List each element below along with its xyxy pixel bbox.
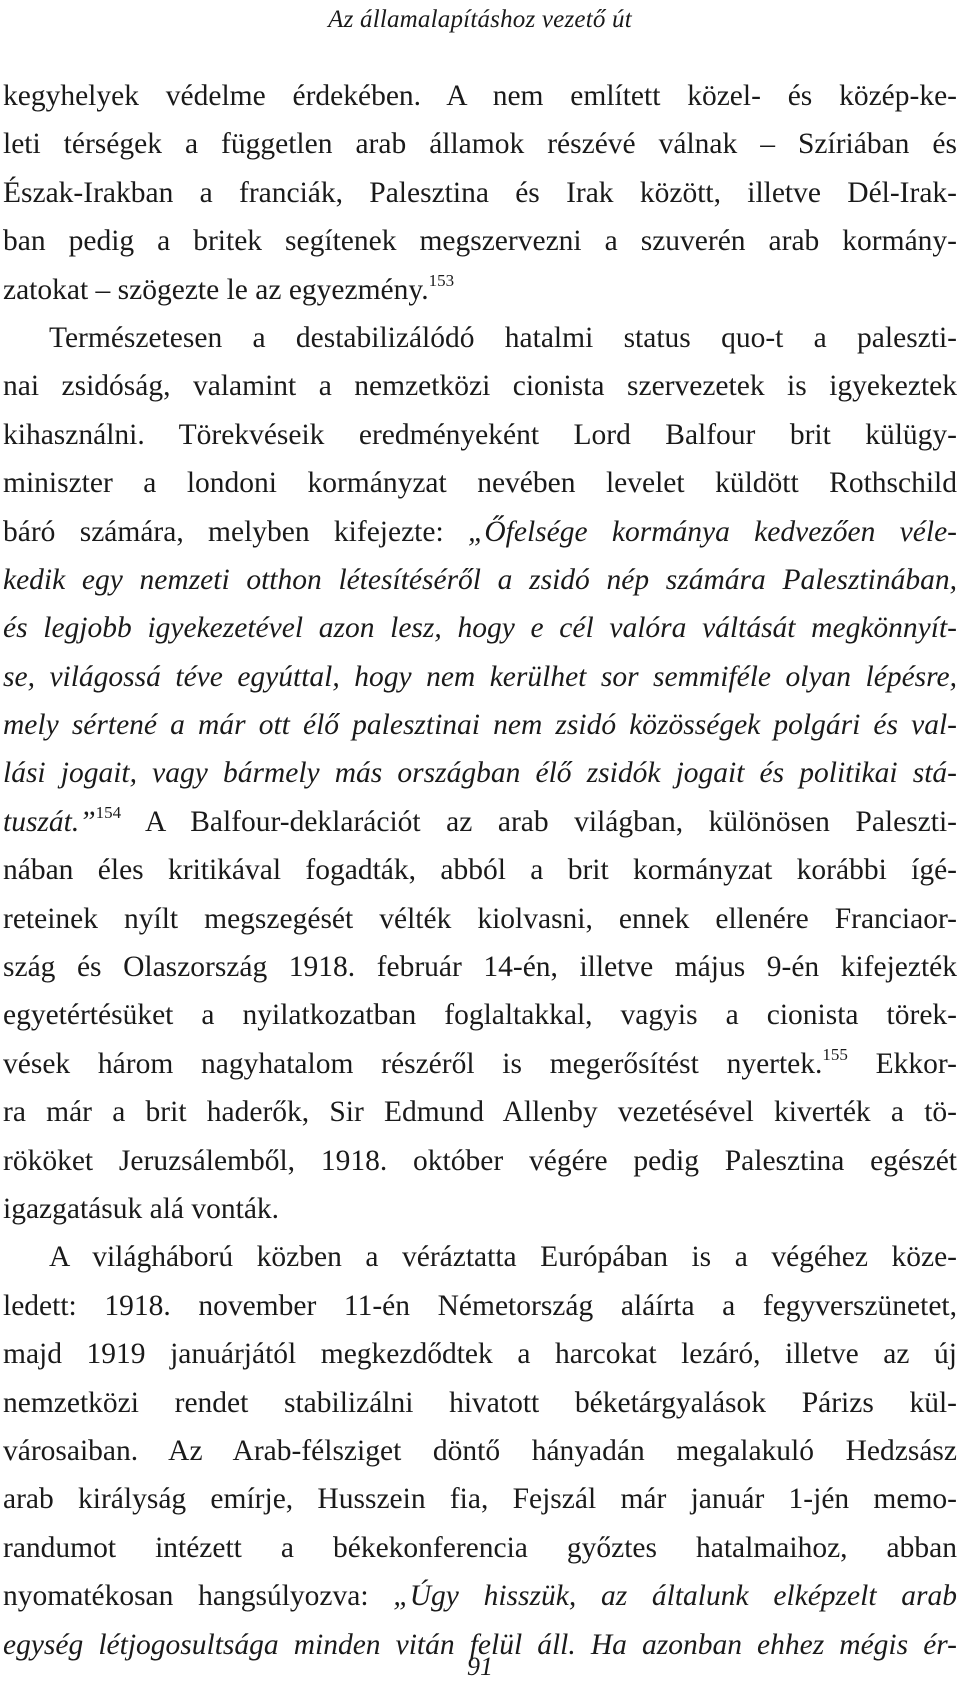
text-line: [3, 266, 957, 314]
text-segment: reteinek nyílt megszegését vélték kiolvasni, ennek ellenére Franciaor-: [3, 902, 957, 935]
text-segment: vések három nagyhatalom részéről is megerősítést nyertek.: [3, 1047, 823, 1080]
text-line: [3, 846, 957, 894]
text-segment: városaiban. Az Arab-félsziget döntő hányadán megalakuló Hedzsász: [3, 1434, 957, 1467]
text-segment: nemzetközi rendet stabilizálni hivatott béketárgyalások Párizs kül-: [3, 1386, 957, 1419]
quoted-text: lási jogait, vagy bármely más országban élő zsidók jogait és politikai stá-: [3, 757, 957, 790]
page-number: 91: [467, 1652, 493, 1681]
text-line: [3, 1137, 957, 1185]
text-line: [3, 943, 957, 991]
text-line: [3, 1040, 957, 1088]
text-segment: kihasználni. Törekvéseik eredményeként Lord Balfour brit külügy-: [3, 418, 957, 451]
text-segment: A világháború közben a véráztatta Európában is a végéhez köze-: [49, 1241, 957, 1274]
quoted-text: kedik egy nemzeti otthon létesítéséről a zsidó nép számára Palesztinában,: [3, 563, 957, 596]
text-line: [3, 508, 957, 556]
text-line: [3, 1330, 957, 1378]
text-segment: Ekkor-: [847, 1047, 957, 1080]
text-segment: nyomatékosan hangsúlyozva:: [3, 1580, 394, 1613]
text-line: [3, 1475, 957, 1523]
text-segment: ra már a brit haderők, Sir Edmund Allenby vezetésével kiverték a tö-: [3, 1096, 957, 1129]
text-line: [3, 1282, 957, 1330]
text-segment: egyetértésüket a nyilatkozatban foglaltakkal, vagyis a cionista törek-: [3, 999, 957, 1032]
paragraph: [3, 314, 957, 1233]
footnote-marker: 155: [822, 1044, 848, 1064]
footnote-marker: 153: [428, 270, 455, 290]
text-line: [3, 217, 957, 265]
text-line: [3, 556, 957, 604]
text-line: [3, 991, 957, 1039]
text-line: [3, 459, 957, 507]
running-head: Az államalapításhoz vezető út: [328, 6, 632, 33]
text-segment: ledett: 1918. november 11-én Németország aláírta a fegyverszünetet,: [3, 1289, 957, 1322]
text-segment: zatokat – szögezte le az egyezmény.: [3, 273, 429, 306]
text-line: [3, 120, 957, 168]
text-line: [3, 1427, 957, 1475]
text-segment: szág és Olaszország 1918. február 14-én, illetve május 9-én kifejezték: [3, 951, 957, 984]
text-line: [3, 1572, 957, 1620]
text-line: [3, 653, 957, 701]
text-line: [3, 1379, 957, 1427]
quoted-text: „Őfelsége kormánya kedvezően véle-: [467, 515, 957, 548]
paragraph: [3, 1233, 957, 1669]
text-line: [3, 604, 957, 652]
text-segment: kegyhelyek védelme érdekében. A nem említett közel- és közép-ke-: [3, 80, 957, 112]
text-segment: nai zsidóság, valamint a nemzetközi cionista szervezetek is igyekeztek: [3, 370, 957, 403]
text-line: [3, 72, 957, 120]
quoted-text: „Úgy hisszük, az általunk elképzelt arab: [393, 1580, 957, 1613]
text-segment: rököket Jeruzsálemből, 1918. október végére pedig Palesztina egészét: [3, 1144, 957, 1177]
text-segment: randumot intézett a békekonferencia győztes hatalmaihoz, abban: [3, 1531, 957, 1564]
text-segment: leti térségek a független arab államok részévé válnak – Szíriában és: [3, 128, 957, 161]
text-segment: nában éles kritikával fogadták, abból a brit kormányzat korábbi ígé-: [3, 854, 957, 887]
text-line: [3, 749, 957, 797]
paragraph: [3, 72, 957, 314]
text-line: [3, 169, 957, 217]
text-segment: miniszter a londoni kormányzat nevében levelet küldött Rothschild: [3, 467, 957, 500]
quoted-text: és legjobb igyekezetével azon lesz, hogy e cél valóra váltását megkönnyít-: [3, 612, 957, 645]
text-segment: báró számára, melyben kifejezte:: [3, 515, 468, 548]
text-line: [3, 362, 957, 410]
quoted-text: se, világossá téve egyúttal, hogy nem kerülhet sor semmiféle olyan lépésre,: [3, 660, 957, 693]
text-line: [3, 701, 957, 749]
text-line: [3, 1185, 957, 1233]
text-segment: majd 1919 januárjától megkezdődtek a harcokat lezáró, illetve az új: [3, 1338, 957, 1371]
quoted-text: egység létjogosultsága minden vitán felül áll. Ha azonban ehhez mégis ér-: [3, 1628, 957, 1661]
text-segment: Észak-Irakban a franciák, Palesztina és Irak között, illetve Dél-Irak-: [3, 176, 957, 209]
quoted-text: tuszát.”: [3, 805, 96, 838]
body-text: [3, 72, 957, 1669]
text-line: [3, 1524, 957, 1572]
quoted-text: mely sértené a már ott élő palesztinai nem zsidó közösségek polgári és val-: [3, 709, 957, 742]
text-segment: arab királyság emírje, Husszein fia, Fejszál már január 1-jén memo-: [3, 1483, 957, 1516]
text-line: [3, 411, 957, 459]
text-line: [3, 895, 957, 943]
text-segment: A Balfour-deklarációt az arab világban, különösen Paleszti-: [121, 805, 957, 838]
footnote-marker: 154: [95, 802, 122, 822]
text-segment: igazgatásuk alá vonták.: [3, 1192, 280, 1225]
text-line: [3, 1088, 957, 1136]
text-segment: ban pedig a britek segítenek megszervezni a szuverén arab kormány-: [3, 225, 957, 258]
text-line: [3, 314, 957, 362]
text-segment: Természetesen a destabilizálódó hatalmi status quo-t a paleszti-: [49, 321, 957, 354]
text-line: [3, 798, 957, 846]
text-line: [3, 1233, 957, 1281]
